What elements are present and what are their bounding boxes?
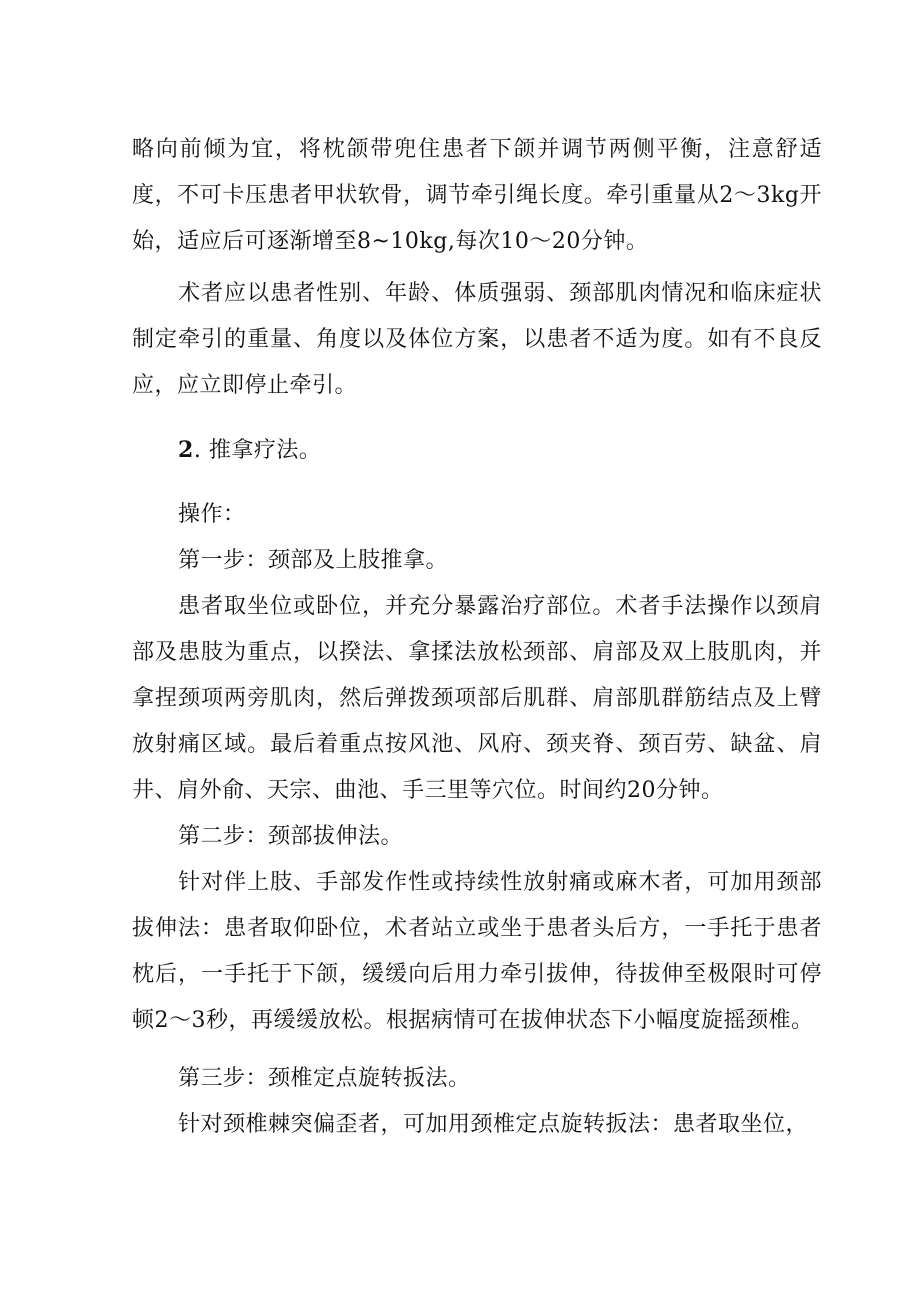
section-number: 2 xyxy=(178,437,194,463)
section-number-separator: . xyxy=(193,438,209,463)
step-three-body: 针对颈椎棘突偏歪者，可加用颈椎定点旋转扳法：患者取坐位， xyxy=(178,1112,809,1137)
paragraph-traction-plan: 术者应以患者性别、年龄、体质强弱、颈部肌肉情况和临床症状制定牵引的重量、角度以及体位方案，以患者不适为度。如有不良反应，应立即停止牵引。 xyxy=(132,281,822,398)
operation-label: 操作： xyxy=(178,502,246,527)
section-title: 推拿疗法。 xyxy=(208,438,322,463)
step-one-body: 患者取坐位或卧位，并充分暴露治疗部位。术者手法操作以颈肩部及患肢为重点，以揆法、拿揉法放松颈部、肩部及双上肢肌肉，并拿捏颈项两旁肌肉，然后弹拨颈项部后肌群、肩部肌群筋结点及上臂放射痛区域。最后着重点按风池、风府、颈夹脊、颈百劳、缺盆、肩井、肩外俞、天宗、曲池、手三里等穴位。时间约20分钟。 xyxy=(132,594,822,803)
step-two-heading: 第二步：颈部拔伸法。 xyxy=(178,824,404,849)
step-one-heading: 第一步：颈部及上肢推拿。 xyxy=(178,548,449,573)
section-heading-massage xyxy=(132,427,822,474)
document-body xyxy=(132,127,822,1148)
step-two-body: 针对伴上肢、手部发作性或持续性放射痛或麻木者，可加用颈部拔伸法：患者取仰卧位，术者站立或坐于患者头后方，一手托于患者枕后，一手托于下颌，缓缓向后用力牵引拔伸，待拔伸至极限时可停顿2～3秒，再缓缓放松。根据病情可在拔伸状态下小幅度旋摇颈椎。 xyxy=(132,870,822,1033)
paragraph-traction-method: 略向前倾为宜，将枕颌带兜住患者下颌并调节两侧平衡，注意舒适度，不可卡压患者甲状软骨，调节牵引绳长度。牵引重量从2～3kg开始，适应后可逐渐增至8~10kg,每次10～20分钟。 xyxy=(132,137,822,254)
step-three-heading: 第三步：颈椎定点旋转扳法。 xyxy=(178,1066,471,1091)
